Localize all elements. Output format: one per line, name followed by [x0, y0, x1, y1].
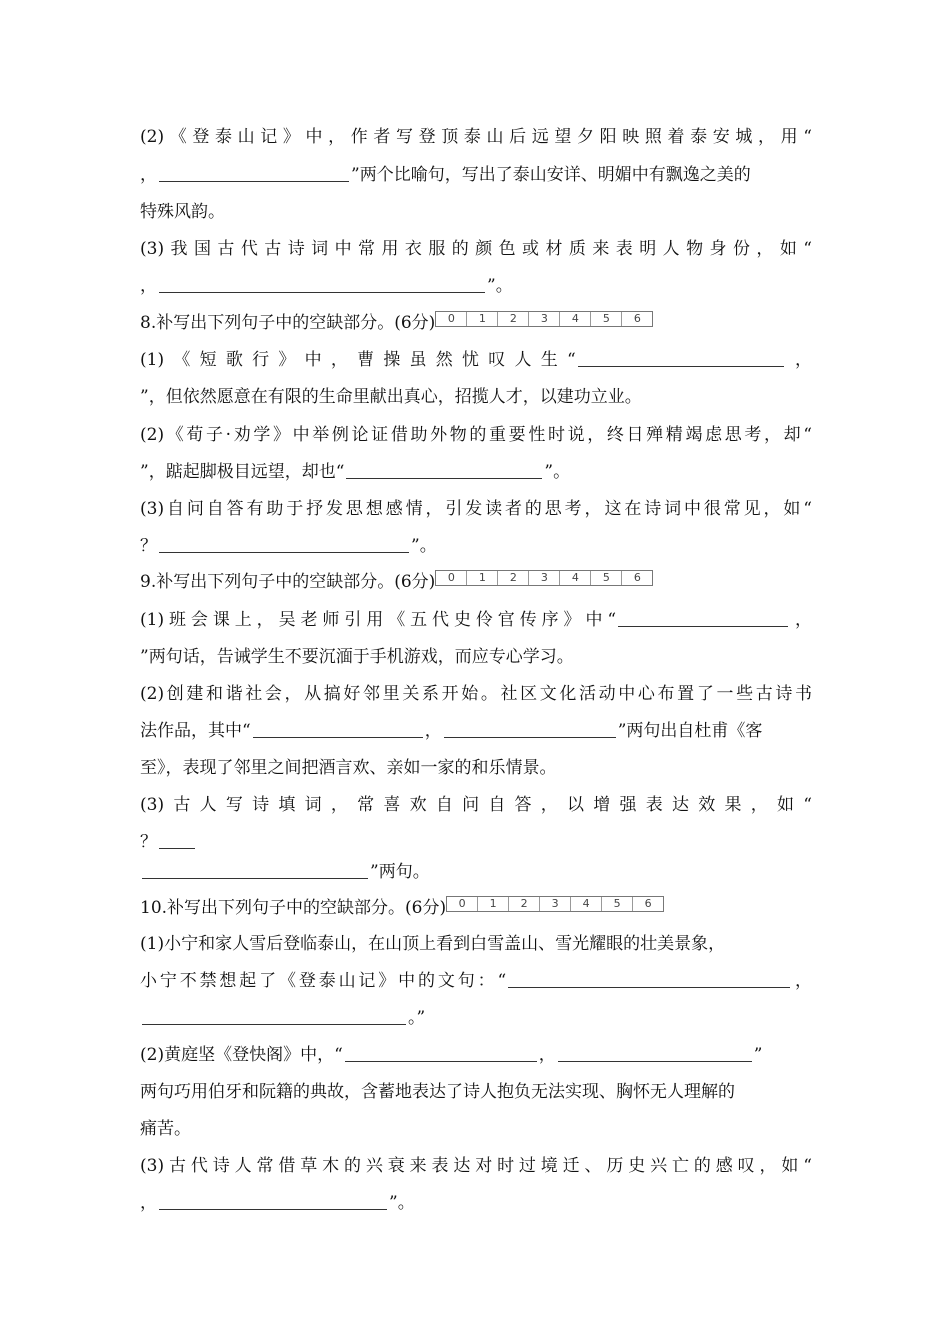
q7-p2-line1: (2)《登泰山记》中，作者写登顶泰山后远望夕阳映照着泰安城，用“	[140, 127, 812, 147]
answer-blank[interactable]	[444, 719, 616, 738]
q8-p3-line1: (3)自问自答有助于抒发思想感情，引发读者的思考，这在诗词中很常见，如“	[140, 499, 812, 519]
score-cell[interactable]: 2	[497, 312, 528, 326]
answer-blank[interactable]	[346, 460, 542, 479]
score-cell[interactable]: 1	[477, 897, 508, 911]
score-cell[interactable]: 0	[458, 897, 466, 910]
score-grid	[435, 311, 653, 327]
q9-p2-line2: 法作品，其中“ ， ”两句出自杜甫《客	[140, 721, 763, 741]
score-cell[interactable]: 0	[447, 571, 455, 584]
q7-p3-line1: (3)我国古代古诗词中常用衣服的颜色或材质来表明人物身份，如“	[140, 239, 812, 259]
answer-blank[interactable]	[508, 969, 790, 988]
answer-blank[interactable]	[159, 163, 349, 182]
score-cell[interactable]: 3	[528, 312, 559, 326]
q10-p1-line2: 小宁不禁想起了《登泰山记》中的文句：“ ，	[140, 971, 812, 991]
score-cell[interactable]: 2	[508, 897, 539, 911]
score-cell[interactable]: 2	[497, 571, 528, 585]
answer-blank[interactable]	[159, 274, 485, 293]
q10-p2-line3: 痛苦。	[140, 1119, 191, 1139]
score-cell[interactable]: 6	[632, 897, 663, 911]
q10-p2-line2: 两句巧用伯牙和阮籍的典故，含蓄地表达了诗人抱负无法实现、胸怀无人理解的	[140, 1082, 735, 1102]
answer-blank[interactable]	[578, 348, 784, 367]
q10-p2-line1: (2)黄庭坚《登快阁》中，“ ， ”	[140, 1045, 763, 1065]
score-cell[interactable]: 6	[621, 312, 652, 326]
q9-p3-line2: ？	[140, 828, 812, 856]
q9-p2-line3: 至》，表现了邻里之间把酒言欢、亲如一家的和乐情景。	[140, 758, 557, 778]
score-cell[interactable]: 1	[466, 571, 497, 585]
q9-p3-line1: (3)古人写诗填词，常喜欢自问自答，以增强表达效果，如“	[140, 795, 812, 815]
answer-blank[interactable]	[159, 1191, 387, 1210]
q8-p2-line1: (2)《荀子·劝学》中举例论证借助外物的重要性时说，终日殚精竭虑思考，却“	[140, 425, 812, 445]
q10-p1-line3: 。”	[140, 1004, 812, 1032]
q10-title: 10.补写出下列句子中的空缺部分。(6分) 0 1 2 3 4 5 6	[140, 894, 812, 922]
score-cell[interactable]: 4	[570, 897, 601, 911]
score-cell[interactable]: 3	[539, 897, 570, 911]
q7-p3-line2: ， ”。	[140, 276, 513, 296]
score-cell[interactable]: 6	[621, 571, 652, 585]
q9-p1-line1: (1)班会课上，吴老师引用《五代史伶官传序》中“ ，	[140, 610, 812, 630]
q8-title: 8.补写出下列句子中的空缺部分。(6分) 0 1 2 3 4 5 6	[140, 309, 812, 337]
answer-blank[interactable]	[159, 830, 195, 849]
answer-blank[interactable]	[159, 534, 409, 553]
score-cell[interactable]: 4	[559, 312, 590, 326]
score-cell[interactable]: 3	[528, 571, 559, 585]
score-cell[interactable]: 0	[447, 312, 455, 325]
q8-p3-line2: ？ ”。	[140, 536, 437, 556]
q10-p3-line2: ， ”。	[140, 1193, 415, 1213]
answer-blank[interactable]	[142, 1006, 406, 1025]
score-cell[interactable]: 5	[590, 571, 621, 585]
q7-p2-line2: ， ”两个比喻句，写出了泰山安详、明媚中有飘逸之美的	[140, 165, 751, 185]
score-cell[interactable]: 1	[466, 312, 497, 326]
q9-p3-line3: ”两句。	[140, 858, 812, 886]
q9-p1-line2: ”两句话，告诫学生不要沉湎于手机游戏，而应专心学习。	[140, 647, 574, 667]
q8-p1-line2: ”，但依然愿意在有限的生命里献出真心，招揽人才，以建功立业。	[140, 387, 642, 407]
score-cell[interactable]: 5	[601, 897, 632, 911]
answer-blank[interactable]	[345, 1043, 537, 1062]
score-grid	[446, 896, 664, 912]
score-grid	[435, 570, 653, 586]
answer-blank[interactable]	[142, 860, 368, 879]
q10-p3-line1: (3)古代诗人常借草木的兴衰来表达对时过境迁、历史兴亡的感叹，如“	[140, 1156, 812, 1176]
q9-p2-line1: (2)创建和谐社会，从搞好邻里关系开始。社区文化活动中心布置了一些古诗书	[140, 684, 812, 704]
q7-p2-line3: 特殊风韵。	[140, 202, 225, 222]
answer-blank[interactable]	[558, 1043, 752, 1062]
score-cell[interactable]: 5	[590, 312, 621, 326]
q9-title: 9.补写出下列句子中的空缺部分。(6分) 0 1 2 3 4 5 6	[140, 568, 812, 596]
answer-blank[interactable]	[618, 608, 788, 627]
answer-blank[interactable]	[253, 719, 423, 738]
score-cell[interactable]: 4	[559, 571, 590, 585]
q8-p1-line1: (1)《短歌行》中，曹操虽然忧叹人生“ ，	[140, 350, 812, 370]
q8-p2-line2: ”，踮起脚极目远望，却也“ ”。	[140, 462, 571, 482]
q10-p1-line1: (1)小宁和家人雪后登临泰山，在山顶上看到白雪盖山、雪光耀眼的壮美景象，	[140, 934, 726, 954]
